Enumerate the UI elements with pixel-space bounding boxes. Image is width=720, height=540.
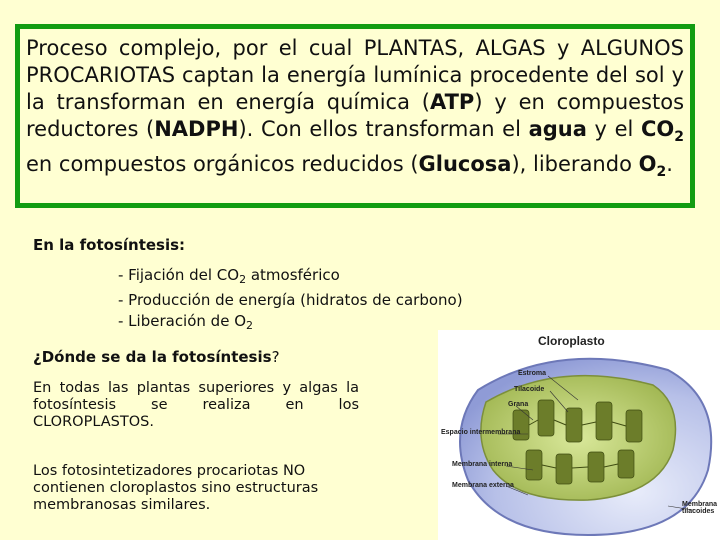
chloroplast-figure <box>438 330 720 540</box>
label-espacio-intermembrana: Espacio intermembrana <box>441 429 521 436</box>
label-membrana-externa: Membrana externa <box>452 482 514 489</box>
question-heading: ¿Dónde se da la fotosíntesis? <box>33 348 280 366</box>
label-membrana-tilacoides: Membrana tilacoides <box>682 501 718 515</box>
paragraph-prokaryotes: Los fotosintetizadores procariotas NO contienen cloroplastos sino estructuras membranosas similares. <box>33 463 319 513</box>
definition-box <box>15 24 695 208</box>
section-heading: En la fotosíntesis: <box>33 236 186 254</box>
list-item: - Fijación del $CO_2$ atmosférico <box>118 266 340 286</box>
list-item: - Liberación de $O_2$ <box>118 312 254 332</box>
photosynthesis-list <box>118 265 463 336</box>
list-item: - Producción de energía (hidratos de carbono) <box>118 291 463 309</box>
definition-text: Proceso complejo, por el cual PLANTAS, ALGAS y ALGUNOS PROCARIOTAS captan la energía lumínica procedente del sol y la transforman en energía química (ATP) y en compuestos reductores (NADPH). Con ellos transforman el agua y el $CO_2$ en compuestos orgánicos reducidos (Glucosa), liberando $O_2$. <box>26 36 685 180</box>
label-tilacoide: Tilacoide <box>514 386 545 393</box>
label-membrana-interna: Membrana interna <box>452 461 513 468</box>
figure-title: Cloroplasto <box>538 334 605 348</box>
label-estroma: Estroma <box>518 370 547 377</box>
label-grana: Grana <box>508 401 529 408</box>
paragraph-plants: En todas las plantas superiores y algas la fotosíntesis se realiza en los CLOROPLASTOS. <box>33 380 359 430</box>
